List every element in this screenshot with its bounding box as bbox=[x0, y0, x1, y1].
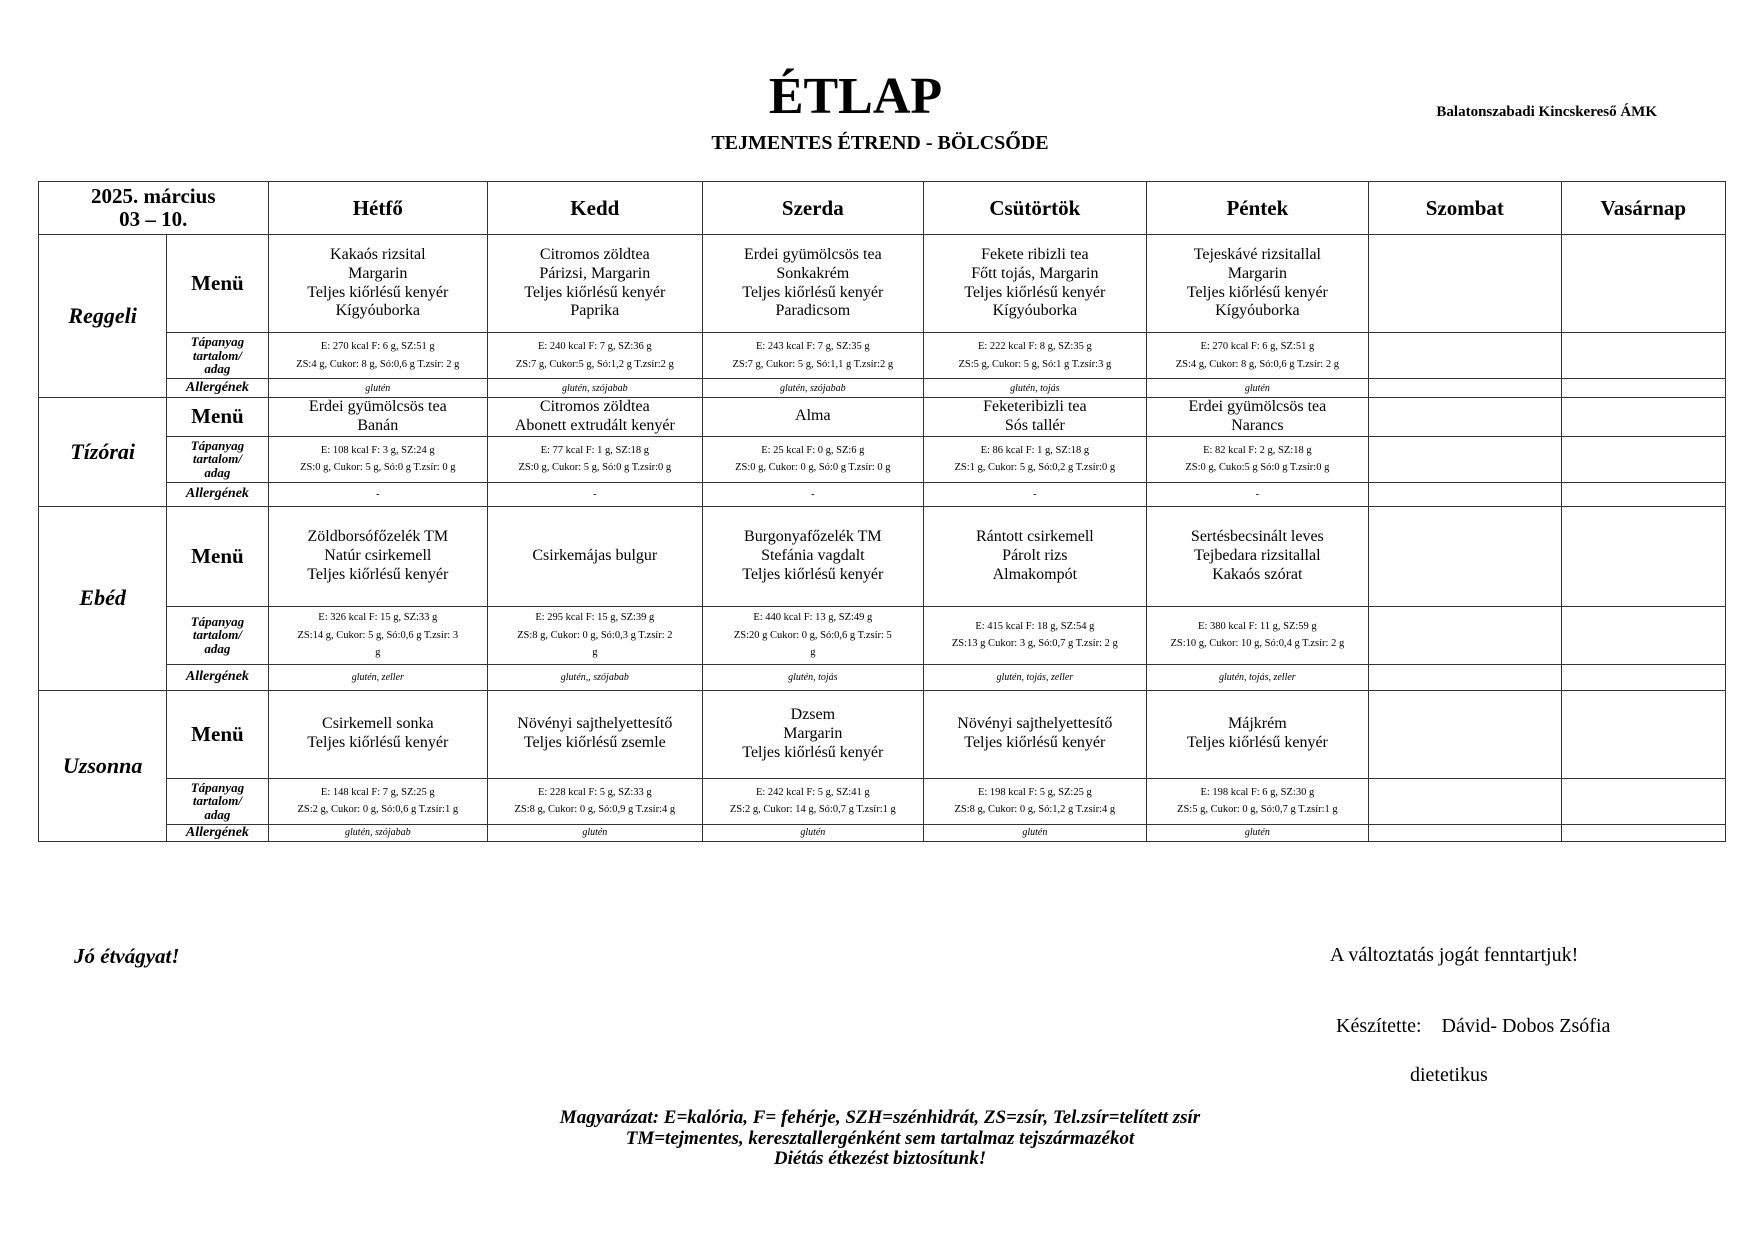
menu-cell bbox=[488, 398, 703, 437]
nutrition-cell bbox=[924, 778, 1147, 824]
allergen-cell: glutén, tojás, zeller bbox=[924, 664, 1147, 690]
menu-item: Kígyóuborka bbox=[335, 302, 421, 320]
nutrition-cell bbox=[702, 436, 924, 482]
menu-item: Rántott csirkemell bbox=[975, 527, 1094, 545]
menu-row bbox=[39, 398, 1726, 437]
allergen-cell: glutén,, szójabab bbox=[488, 664, 703, 690]
nutrition-line: ZS:8 g, Cukor: 0 g, Só:0,9 g T.zsír:4 g bbox=[514, 804, 676, 816]
row-label-allergens: Allergének bbox=[167, 482, 268, 506]
nutrition-cell bbox=[924, 333, 1147, 379]
row-label-allergens: Allergének bbox=[167, 379, 268, 398]
menu-item: Növényi sajthelyettesítő bbox=[517, 715, 673, 733]
allergen-cell: glutén bbox=[268, 379, 488, 398]
menu-item: Fekete ribizli tea bbox=[981, 245, 1089, 263]
day-header: Péntek bbox=[1146, 182, 1369, 235]
legend-line: TM=tejmentes, keresztallergénként sem tartalmaz tejszármazékot bbox=[625, 1127, 1135, 1149]
menu-item: Teljes kiőrlésű kenyér bbox=[742, 283, 884, 301]
nutrition-row bbox=[39, 333, 1726, 379]
menu-item: Paprika bbox=[570, 302, 620, 320]
menu-cell bbox=[1146, 398, 1369, 437]
nutrition-cell bbox=[702, 778, 924, 824]
allergen-cell: - bbox=[702, 482, 924, 506]
allergen-cell bbox=[1369, 664, 1561, 690]
menu-item: Feketeribizli tea bbox=[983, 398, 1087, 415]
nutrition-line: ZS:4 g, Cukor: 8 g, Só:0,6 g T.zsír: 2 g bbox=[296, 358, 460, 370]
menu-item: Főtt tojás, Margarin bbox=[971, 264, 1099, 282]
row-label-menu: Menü bbox=[167, 506, 268, 606]
nutrition-line: ZS:14 g, Cukor: 5 g, Só:0,6 g T.zsír: 3 bbox=[297, 629, 459, 641]
allergen-cell: - bbox=[268, 482, 488, 506]
greeting: Jó étvágyat! bbox=[74, 944, 180, 968]
allergen-row bbox=[39, 824, 1726, 841]
menu-item: Teljes kiőrlésű zsemle bbox=[523, 734, 666, 752]
menu-item: Teljes kiőrlésű kenyér bbox=[307, 565, 449, 583]
nutrition-cell bbox=[702, 333, 924, 379]
menu-cell bbox=[702, 690, 924, 778]
row-label-line: Tápanyag bbox=[190, 437, 245, 453]
menu-item: Teljes kiőrlésű kenyér bbox=[524, 283, 666, 301]
menu-item: Erdei gyümölcsös tea bbox=[308, 398, 447, 415]
menu-item: Almakompót bbox=[992, 565, 1078, 583]
reservation-note: A változtatás jogát fenntartjuk! bbox=[1330, 944, 1579, 966]
menu-item: Teljes kiőrlésű kenyér bbox=[964, 734, 1106, 752]
nutrition-cell bbox=[1561, 606, 1725, 664]
nutrition-line: E: 380 kcal F: 11 g, SZ:59 g bbox=[1198, 620, 1317, 632]
allergen-cell bbox=[1369, 824, 1561, 841]
row-label-line: adag bbox=[204, 361, 231, 377]
menu-item: Párizsi, Margarin bbox=[539, 264, 651, 282]
menu-cell bbox=[1146, 690, 1369, 778]
allergen-cell bbox=[1561, 664, 1725, 690]
menu-cell bbox=[1369, 398, 1561, 437]
row-label-allergens: Allergének bbox=[167, 664, 268, 690]
nutrition-cell bbox=[488, 778, 703, 824]
menu-item: Párolt rizs bbox=[1002, 546, 1068, 564]
allergen-cell: - bbox=[924, 482, 1147, 506]
menu-item: Alma bbox=[795, 407, 831, 425]
allergen-cell bbox=[1561, 824, 1725, 841]
menu-cell bbox=[268, 398, 488, 437]
row-label-line: tartalom/ bbox=[192, 627, 242, 643]
nutrition-cell bbox=[268, 778, 488, 824]
menu-item: Burgonyafőzelék TM bbox=[744, 527, 882, 545]
day-header: Vasárnap bbox=[1561, 182, 1725, 235]
menu-cell bbox=[702, 235, 924, 333]
nutrition-line: ZS:8 g, Cukor: 0 g, Só:0,3 g T.zsír: 2 bbox=[517, 629, 673, 641]
nutrition-line: E: 270 kcal F: 6 g, SZ:51 g bbox=[320, 341, 435, 353]
nutrition-line: ZS:1 g, Cukor: 5 g, Só:0,2 g T.zsír:0 g bbox=[954, 462, 1116, 474]
nutrition-cell bbox=[1146, 606, 1369, 664]
meal-name: Uzsonna bbox=[39, 690, 167, 841]
meal-name: Tízórai bbox=[39, 398, 167, 507]
allergen-cell: glutén, tojás bbox=[702, 664, 924, 690]
page-title: ÉTLAP bbox=[768, 68, 943, 125]
allergen-cell: - bbox=[1146, 482, 1369, 506]
nutrition-cell bbox=[1146, 778, 1369, 824]
nutrition-line: ZS:7 g, Cukor: 5 g, Só:1,1 g T.zsír:2 g bbox=[732, 358, 894, 370]
allergen-cell: glutén bbox=[924, 824, 1147, 841]
legend-line: Diétás étkezést biztosítunk! bbox=[773, 1148, 987, 1170]
allergen-cell: glutén bbox=[488, 824, 703, 841]
allergen-cell: glutén bbox=[1146, 379, 1369, 398]
row-label-menu: Menü bbox=[167, 398, 268, 437]
nutrition-cell bbox=[488, 606, 703, 664]
day-header-row bbox=[39, 182, 1726, 235]
menu-cell bbox=[702, 398, 924, 437]
menu-cell bbox=[1561, 398, 1725, 437]
menu-item: Kakaós rizsital bbox=[330, 245, 426, 263]
row-label-line: adag bbox=[204, 641, 231, 657]
allergen-cell: - bbox=[488, 482, 703, 506]
menu-item: Margarin bbox=[348, 264, 408, 282]
nutrition-line: ZS:8 g, Cukor: 0 g, Só:1,2 g T.zsír:4 g bbox=[954, 804, 1116, 816]
menu-cell bbox=[1369, 506, 1561, 606]
nutrition-cell bbox=[702, 606, 924, 664]
allergen-row bbox=[39, 482, 1726, 506]
meal-name: Reggeli bbox=[39, 235, 167, 398]
nutrition-line: E: 295 kcal F: 15 g, SZ:39 g bbox=[535, 612, 655, 624]
row-label-line: tartalom/ bbox=[192, 451, 242, 467]
menu-row bbox=[39, 506, 1726, 606]
nutrition-cell bbox=[268, 606, 488, 664]
nutrition-cell bbox=[1369, 436, 1561, 482]
nutrition-cell bbox=[488, 333, 703, 379]
nutrition-line: E: 243 kcal F: 7 g, SZ:35 g bbox=[755, 341, 870, 353]
nutrition-cell bbox=[1369, 606, 1561, 664]
row-label-nutrition bbox=[167, 333, 268, 379]
nutrition-line: E: 198 kcal F: 5 g, SZ:25 g bbox=[977, 786, 1092, 798]
menu-item: Sertésbecsinált leves bbox=[1190, 527, 1324, 545]
nutrition-line: E: 25 kcal F: 0 g, SZ:6 g bbox=[761, 444, 865, 456]
menu-cell bbox=[268, 690, 488, 778]
nutrition-line: ZS:0 g, Cuko:5 g Só:0 g T.zsír:0 g bbox=[1185, 462, 1330, 474]
date-days: 03 – 10. bbox=[119, 207, 188, 231]
nutrition-line: g bbox=[592, 646, 598, 658]
menu-item: Margarin bbox=[783, 724, 843, 742]
row-label-menu: Menü bbox=[167, 690, 268, 778]
menu-item: Banán bbox=[357, 416, 399, 434]
menu-item: Növényi sajthelyettesítő bbox=[957, 715, 1113, 733]
menu-item: Erdei gyümölcsös tea bbox=[1188, 398, 1327, 415]
nutrition-line: ZS:7 g, Cukor:5 g, Só:1,2 g T.zsír:2 g bbox=[515, 358, 674, 370]
menu-cell bbox=[702, 506, 924, 606]
nutrition-row bbox=[39, 778, 1726, 824]
menu-row bbox=[39, 235, 1726, 333]
menu-cell bbox=[488, 506, 703, 606]
nutrition-line: E: 228 kcal F: 5 g, SZ:33 g bbox=[537, 786, 652, 798]
menu-item: Zöldborsófőzelék TM bbox=[307, 527, 449, 545]
menu-item: Dzsem bbox=[790, 705, 836, 723]
nutrition-line: ZS:5 g, Cukor: 0 g, Só:0,7 g T.zsír:1 g bbox=[1177, 804, 1338, 816]
menu-cell bbox=[488, 235, 703, 333]
menu-cell bbox=[1146, 235, 1369, 333]
menu-item: Sonkakrém bbox=[776, 264, 850, 282]
menu-item: Csirkemell sonka bbox=[322, 715, 434, 733]
allergen-cell: glutén, tojás, zeller bbox=[1146, 664, 1369, 690]
weekly-menu-table bbox=[38, 181, 1726, 842]
nutrition-line: E: 86 kcal F: 1 g, SZ:18 g bbox=[980, 444, 1090, 456]
nutrition-line: g bbox=[810, 646, 816, 658]
menu-item: Májkrém bbox=[1228, 715, 1287, 733]
allergen-cell: glutén bbox=[1146, 824, 1369, 841]
nutrition-line: ZS:0 g, Cukor: 5 g, Só:0 g T.zsír: 0 g bbox=[300, 462, 456, 474]
menu-cell bbox=[268, 506, 488, 606]
row-label-line: adag bbox=[204, 465, 231, 481]
nutrition-row bbox=[39, 606, 1726, 664]
menu-item: Erdei gyümölcsös tea bbox=[743, 245, 882, 263]
menu-item: Natúr csirkemell bbox=[324, 546, 432, 564]
nutrition-line: E: 198 kcal F: 6 g, SZ:30 g bbox=[1200, 786, 1315, 798]
nutrition-cell bbox=[1146, 333, 1369, 379]
row-label-line: Tápanyag bbox=[190, 613, 245, 629]
menu-cell bbox=[1561, 506, 1725, 606]
menu-cell bbox=[488, 690, 703, 778]
menu-item: Margarin bbox=[1227, 264, 1287, 282]
menu-item: Teljes kiőrlésű kenyér bbox=[742, 565, 884, 583]
menu-item: Teljes kiőrlésű kenyér bbox=[1186, 283, 1328, 301]
menu-item: Teljes kiőrlésű kenyér bbox=[742, 743, 884, 761]
allergen-cell: glutén bbox=[702, 824, 924, 841]
nutrition-cell bbox=[1146, 436, 1369, 482]
allergen-row bbox=[39, 379, 1726, 398]
row-label-menu: Menü bbox=[167, 235, 268, 333]
author-role: dietetikus bbox=[1410, 1064, 1488, 1086]
nutrition-line: E: 415 kcal F: 18 g, SZ:54 g bbox=[975, 620, 1095, 632]
menu-item: Teljes kiőrlésű kenyér bbox=[307, 283, 449, 301]
menu-item: Stefánia vagdalt bbox=[761, 546, 865, 564]
nutrition-cell bbox=[1561, 778, 1725, 824]
row-label-nutrition bbox=[167, 606, 268, 664]
nutrition-cell bbox=[268, 436, 488, 482]
row-label-line: tartalom/ bbox=[192, 347, 242, 363]
menu-cell bbox=[1369, 235, 1561, 333]
institution-name: Balatonszabadi Kincskereső ÁMK bbox=[1436, 104, 1657, 120]
nutrition-line: g bbox=[375, 646, 381, 658]
nutrition-line: ZS:4 g, Cukor: 8 g, Só:0,6 g T.zsír: 2 g bbox=[1175, 358, 1339, 370]
day-header: Szombat bbox=[1369, 182, 1561, 235]
nutrition-cell bbox=[268, 333, 488, 379]
nutrition-line: E: 148 kcal F: 7 g, SZ:25 g bbox=[320, 786, 435, 798]
nutrition-line: ZS:20 g Cukor: 0 g, Só:0,6 g T.zsír: 5 bbox=[733, 629, 892, 641]
menu-item: Paradicsom bbox=[775, 302, 851, 320]
menu-cell bbox=[1369, 690, 1561, 778]
menu-item: Teljes kiőrlésű kenyér bbox=[307, 734, 449, 752]
menu-item: Citromos zöldtea bbox=[539, 245, 650, 263]
nutrition-line: ZS:2 g, Cukor: 0 g, Só:0,6 g T.zsír:1 g bbox=[297, 804, 459, 816]
allergen-cell: glutén, szójabab bbox=[268, 824, 488, 841]
allergen-cell bbox=[1369, 482, 1561, 506]
nutrition-line: ZS:10 g, Cukor: 10 g, Só:0,4 g T.zsír: 2 g bbox=[1170, 638, 1345, 650]
legend bbox=[0, 1108, 1753, 1170]
nutrition-line: ZS:0 g, Cukor: 0 g, Só:0 g T.zsír: 0 g bbox=[735, 462, 891, 474]
menu-cell bbox=[1561, 235, 1725, 333]
row-label-line: tartalom/ bbox=[192, 793, 242, 809]
menu-cell bbox=[924, 690, 1147, 778]
nutrition-line: E: 270 kcal F: 6 g, SZ:51 g bbox=[1200, 341, 1315, 353]
menu-item: Teljes kiőrlésű kenyér bbox=[1186, 734, 1328, 752]
legend-line: Magyarázat: E=kalória, F= fehérje, SZH=szénhidrát, ZS=zsír, Tel.zsír=telített zsír bbox=[559, 1107, 1201, 1128]
nutrition-cell bbox=[1561, 436, 1725, 482]
day-header: Kedd bbox=[488, 182, 703, 235]
menu-item: Kígyóuborka bbox=[1215, 302, 1300, 320]
nutrition-line: ZS:0 g, Cukor: 5 g, Só:0 g T.zsír:0 g bbox=[518, 462, 672, 474]
row-label-line: adag bbox=[204, 807, 231, 823]
meal-name: Ebéd bbox=[39, 506, 167, 690]
nutrition-line: E: 242 kcal F: 5 g, SZ:41 g bbox=[755, 786, 870, 798]
nutrition-cell bbox=[1561, 333, 1725, 379]
date-month: 2025. március bbox=[91, 183, 216, 208]
row-label-line: Tápanyag bbox=[190, 334, 245, 350]
nutrition-line: E: 108 kcal F: 3 g, SZ:24 g bbox=[320, 444, 435, 456]
nutrition-line: E: 82 kcal F: 2 g, SZ:18 g bbox=[1203, 444, 1312, 456]
day-header: Csütörtök bbox=[924, 182, 1147, 235]
nutrition-cell bbox=[924, 436, 1147, 482]
nutrition-line: ZS:2 g, Cukor: 14 g, Só:0,7 g T.zsír:1 g bbox=[729, 804, 896, 816]
nutrition-line: E: 222 kcal F: 8 g, SZ:35 g bbox=[977, 341, 1092, 353]
menu-row bbox=[39, 690, 1726, 778]
day-header: Hétfő bbox=[268, 182, 488, 235]
nutrition-line: E: 77 kcal F: 1 g, SZ:18 g bbox=[540, 444, 650, 456]
nutrition-cell bbox=[924, 606, 1147, 664]
menu-item: Narancs bbox=[1231, 416, 1284, 434]
menu-cell bbox=[1146, 506, 1369, 606]
menu-cell bbox=[924, 506, 1147, 606]
menu-item: Sós tallér bbox=[1004, 416, 1065, 434]
row-label-nutrition bbox=[167, 778, 268, 824]
menu-cell bbox=[924, 398, 1147, 437]
allergen-cell bbox=[1561, 379, 1725, 398]
allergen-cell: glutén, zeller bbox=[268, 664, 488, 690]
menu-item: Tejbedara rizsitallal bbox=[1194, 546, 1321, 564]
nutrition-line: ZS:13 g Cukor: 3 g, Só:0,7 g T.zsír: 2 g bbox=[951, 638, 1118, 650]
allergen-cell bbox=[1561, 482, 1725, 506]
menu-item: Citromos zöldtea bbox=[539, 398, 650, 415]
allergen-cell: glutén, szójabab bbox=[488, 379, 703, 398]
nutrition-line: E: 440 kcal F: 13 g, SZ:49 g bbox=[753, 612, 873, 624]
nutrition-cell bbox=[1369, 333, 1561, 379]
author: Készítette: Dávid- Dobos Zsófia bbox=[1336, 1015, 1611, 1037]
menu-cell bbox=[1561, 690, 1725, 778]
nutrition-line: E: 240 kcal F: 7 g, SZ:36 g bbox=[537, 341, 652, 353]
date-range-cell bbox=[39, 182, 269, 235]
menu-cell bbox=[924, 235, 1147, 333]
allergen-cell: glutén, tojás bbox=[924, 379, 1147, 398]
row-label-allergens: Allergének bbox=[167, 824, 268, 841]
allergen-row bbox=[39, 664, 1726, 690]
day-header: Szerda bbox=[702, 182, 924, 235]
menu-item: Csirkemájas bulgur bbox=[532, 546, 658, 564]
row-label-nutrition bbox=[167, 436, 268, 482]
menu-item: Tejeskávé rizsitallal bbox=[1193, 245, 1321, 263]
menu-item: Kígyóuborka bbox=[992, 302, 1078, 320]
nutrition-row bbox=[39, 436, 1726, 482]
nutrition-cell bbox=[1369, 778, 1561, 824]
page-subtitle: TEJMENTES ÉTREND - BÖLCSŐDE bbox=[711, 132, 1049, 154]
menu-item: Kakaós szórat bbox=[1212, 565, 1303, 583]
row-label-line: Tápanyag bbox=[190, 779, 245, 795]
allergen-cell: glutén, szójabab bbox=[702, 379, 924, 398]
menu-item: Teljes kiőrlésű kenyér bbox=[964, 283, 1106, 301]
menu-cell bbox=[268, 235, 488, 333]
menu-item: Abonett extrudált kenyér bbox=[514, 416, 675, 434]
nutrition-line: ZS:5 g, Cukor: 5 g, Só:1 g T.zsír:3 g bbox=[958, 358, 1112, 370]
allergen-cell bbox=[1369, 379, 1561, 398]
nutrition-line: E: 326 kcal F: 15 g, SZ:33 g bbox=[318, 612, 438, 624]
nutrition-cell bbox=[488, 436, 703, 482]
